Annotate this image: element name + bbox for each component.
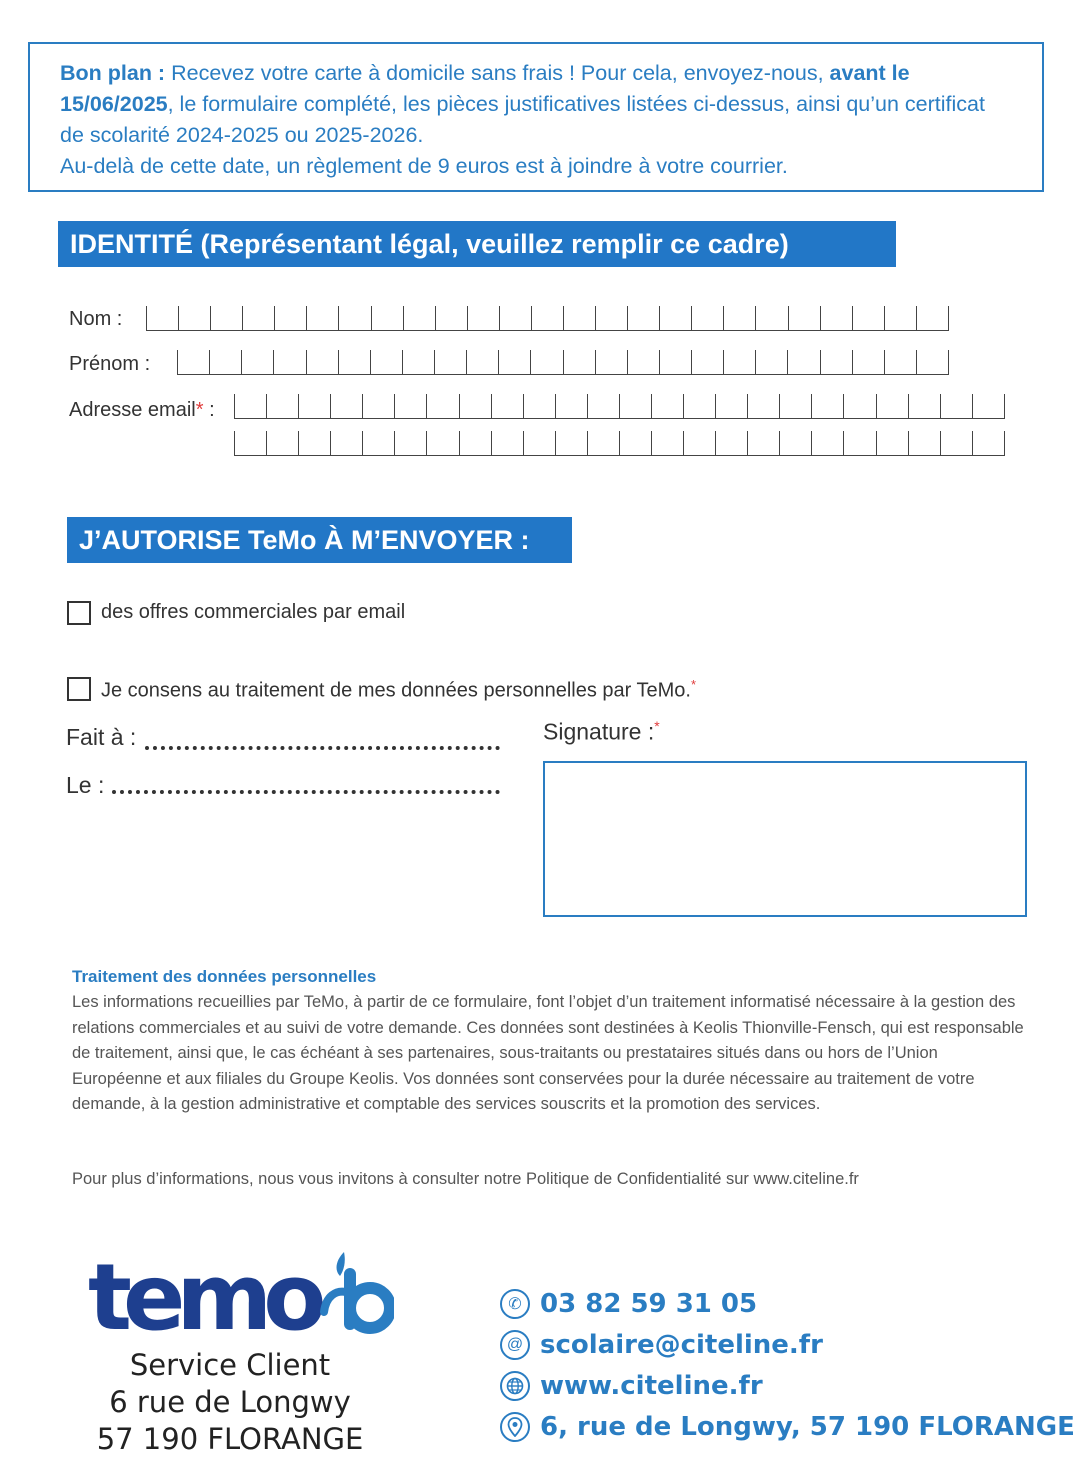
char-box[interactable]	[273, 350, 305, 374]
char-box[interactable]	[241, 350, 273, 374]
char-box[interactable]	[298, 394, 330, 418]
char-box[interactable]	[531, 306, 563, 330]
char-box[interactable]	[274, 306, 306, 330]
char-box[interactable]	[779, 394, 811, 418]
contact-list	[500, 1286, 1075, 1445]
char-box[interactable]	[820, 350, 852, 374]
char-box[interactable]	[563, 350, 595, 374]
char-box[interactable]	[370, 350, 402, 374]
char-box[interactable]	[715, 394, 747, 418]
char-box[interactable]	[972, 394, 1005, 418]
char-box[interactable]	[306, 306, 338, 330]
char-box[interactable]	[426, 431, 458, 455]
at-icon: @	[500, 1330, 530, 1360]
le-label: Le :	[66, 772, 105, 798]
address-line: 57 190 FLORANGE	[96, 1422, 364, 1456]
deadline-date: avant le 15/06/2025	[60, 61, 910, 116]
char-box[interactable]	[178, 306, 210, 330]
char-box[interactable]	[811, 431, 843, 455]
char-box[interactable]	[779, 431, 811, 455]
char-box[interactable]	[595, 306, 627, 330]
nom-field[interactable]	[146, 306, 949, 331]
location-pin-icon	[500, 1412, 530, 1442]
char-box[interactable]	[402, 350, 434, 374]
char-box[interactable]	[972, 431, 1005, 455]
char-box[interactable]	[683, 431, 715, 455]
char-box[interactable]	[651, 431, 683, 455]
char-box[interactable]	[908, 431, 940, 455]
char-box[interactable]	[916, 306, 949, 330]
info-fee-line: Au-delà de cette date, un règlement de 9 euros est à joindre à votre courrier.	[60, 154, 788, 178]
identity-header: IDENTITÉ (Représentant légal, veuillez remplir ce cadre)	[58, 221, 896, 267]
char-box[interactable]	[852, 350, 884, 374]
char-box[interactable]	[884, 306, 916, 330]
char-box[interactable]	[210, 306, 242, 330]
char-box[interactable]	[884, 350, 916, 374]
prenom-label: Prénom :	[69, 353, 151, 375]
char-box[interactable]	[362, 394, 394, 418]
char-box[interactable]	[555, 431, 587, 455]
char-box[interactable]	[499, 306, 531, 330]
char-box[interactable]	[298, 431, 330, 455]
logo-symbol-icon	[314, 1252, 394, 1336]
char-box[interactable]	[715, 431, 747, 455]
char-box[interactable]	[177, 350, 209, 374]
email-label-colon: :	[203, 399, 215, 421]
char-box[interactable]	[691, 306, 723, 330]
char-box[interactable]	[940, 394, 972, 418]
char-box[interactable]	[755, 306, 787, 330]
contact-website	[500, 1368, 1075, 1404]
char-box[interactable]	[146, 306, 178, 330]
char-box[interactable]	[530, 350, 562, 374]
char-box[interactable]	[595, 350, 627, 374]
char-box[interactable]	[723, 350, 755, 374]
char-box[interactable]	[234, 431, 266, 455]
signature-label	[543, 718, 660, 746]
char-box[interactable]	[306, 350, 338, 374]
char-box[interactable]	[723, 306, 755, 330]
address-line: 6 rue de Longwy	[109, 1385, 351, 1419]
char-box[interactable]	[426, 394, 458, 418]
char-box[interactable]	[843, 431, 875, 455]
char-box[interactable]	[234, 394, 266, 418]
logo-wordmark: temo	[88, 1244, 318, 1351]
char-box[interactable]	[266, 431, 298, 455]
info-text-2: , le formulaire complété, les pièces justificatives listées ci-dessus, ainsi qu’un certificat de scolarité 2024-2025 ou 2025-2026.	[60, 92, 985, 147]
char-box[interactable]	[876, 394, 908, 418]
contact-address	[500, 1409, 1075, 1445]
char-box[interactable]	[587, 431, 619, 455]
char-box[interactable]	[491, 431, 523, 455]
char-box[interactable]	[330, 394, 362, 418]
email-field-line-1[interactable]	[234, 394, 1005, 419]
char-box[interactable]	[651, 394, 683, 418]
nom-label: Nom :	[69, 308, 123, 330]
char-box[interactable]	[523, 394, 555, 418]
privacy-body: Les informations recueillies par TeMo, à partir de ce formulaire, font l’objet d’un traitement informatisé nécessaire à la gestion des relations commerciales et au suivi de votre demande. Ces données sont destinées à Keolis Thionville-Fensch, qui est responsable de traitement, ainsi que, le cas échéant à ses partenaires, sous-traitants ou prestataires situés dans ou hors de l’Union Européenne et aux filiales du Groupe Keolis. Vos données sont conservées pour la durée nécessaire au traitement de votre demande, à la gestion administrative et comptable des services souscrits et la promotion des services.	[72, 993, 1024, 1114]
footer-address	[70, 1347, 390, 1458]
temo-logo	[88, 1244, 398, 1351]
char-box[interactable]	[820, 306, 852, 330]
char-box[interactable]	[555, 394, 587, 418]
email-field-line-2[interactable]	[234, 431, 1005, 456]
char-box[interactable]	[266, 394, 298, 418]
signature-box[interactable]	[543, 761, 1027, 917]
email-label-text: Adresse email	[69, 399, 196, 421]
char-box[interactable]	[940, 431, 972, 455]
char-box[interactable]	[523, 431, 555, 455]
info-text-1: Recevez votre carte à domicile sans frais ! Pour cela, envoyez-nous,	[165, 61, 830, 85]
char-box[interactable]	[242, 306, 274, 330]
fait-field[interactable]	[145, 746, 500, 750]
email-label	[69, 399, 215, 422]
char-box[interactable]	[491, 394, 523, 418]
consent-label	[101, 677, 696, 703]
char-box[interactable]	[587, 394, 619, 418]
consent-required-mark: *	[690, 677, 697, 692]
char-box[interactable]	[627, 350, 659, 374]
globe-icon	[500, 1371, 530, 1401]
signature-label-text: Signature :	[543, 718, 655, 745]
char-box[interactable]	[209, 350, 241, 374]
phone-number[interactable]: 03 82 59 31 05	[540, 1289, 758, 1319]
email-address[interactable]: scolaire@citeline.fr	[540, 1330, 823, 1360]
char-box[interactable]	[338, 306, 370, 330]
char-box[interactable]	[394, 431, 426, 455]
le-field[interactable]	[112, 790, 500, 794]
char-box[interactable]	[747, 394, 779, 418]
char-box[interactable]	[811, 394, 843, 418]
address-line: Service Client	[129, 1348, 331, 1382]
char-box[interactable]	[467, 306, 499, 330]
char-box[interactable]	[627, 306, 659, 330]
email-required-mark: *	[195, 399, 204, 421]
char-box[interactable]	[362, 431, 394, 455]
char-box[interactable]	[435, 306, 467, 330]
char-box[interactable]	[876, 431, 908, 455]
char-box[interactable]	[563, 306, 595, 330]
char-box[interactable]	[916, 350, 949, 374]
info-box	[28, 42, 1044, 192]
privacy-more-info: Pour plus d’informations, nous vous invitons à consulter notre Politique de Confidentialité sur www.citeline.fr	[72, 1170, 859, 1188]
website-link[interactable]: www.citeline.fr	[540, 1371, 763, 1401]
consent-label-text: Je consens au traitement de mes données personnelles par TeMo.	[101, 679, 691, 702]
contact-phone	[500, 1286, 1075, 1322]
char-box[interactable]	[498, 350, 530, 374]
char-box[interactable]	[330, 431, 362, 455]
char-box[interactable]	[338, 350, 370, 374]
char-box[interactable]	[466, 350, 498, 374]
privacy-title: Traitement des données personnelles	[72, 967, 377, 986]
char-box[interactable]	[659, 306, 691, 330]
char-box[interactable]	[434, 350, 466, 374]
signature-required-mark: *	[654, 718, 660, 734]
char-box[interactable]	[394, 394, 426, 418]
char-box[interactable]	[459, 431, 491, 455]
char-box[interactable]	[659, 350, 691, 374]
char-box[interactable]	[459, 394, 491, 418]
offers-label: des offres commerciales par email	[101, 601, 406, 623]
prenom-field[interactable]	[177, 350, 949, 375]
char-box[interactable]	[788, 306, 820, 330]
char-box[interactable]	[787, 350, 819, 374]
char-box[interactable]	[843, 394, 875, 418]
char-box[interactable]	[755, 350, 787, 374]
bon-plan-label: Bon plan :	[60, 61, 166, 85]
consent-checkbox[interactable]	[67, 677, 91, 701]
phone-icon: ✆	[500, 1289, 530, 1319]
authorize-header: J’AUTORISE TeMo À M’ENVOYER :	[67, 517, 572, 563]
fait-label: Fait à :	[66, 724, 137, 750]
char-box[interactable]	[747, 431, 779, 455]
char-box[interactable]	[403, 306, 435, 330]
char-box[interactable]	[691, 350, 723, 374]
char-box[interactable]	[619, 394, 651, 418]
char-box[interactable]	[371, 306, 403, 330]
char-box[interactable]	[908, 394, 940, 418]
char-box[interactable]	[619, 431, 651, 455]
char-box[interactable]	[683, 394, 715, 418]
contact-email	[500, 1327, 1075, 1363]
street-address: 6, rue de Longwy, 57 190 FLORANGE	[540, 1412, 1075, 1442]
offers-checkbox[interactable]	[67, 601, 91, 625]
char-box[interactable]	[852, 306, 884, 330]
